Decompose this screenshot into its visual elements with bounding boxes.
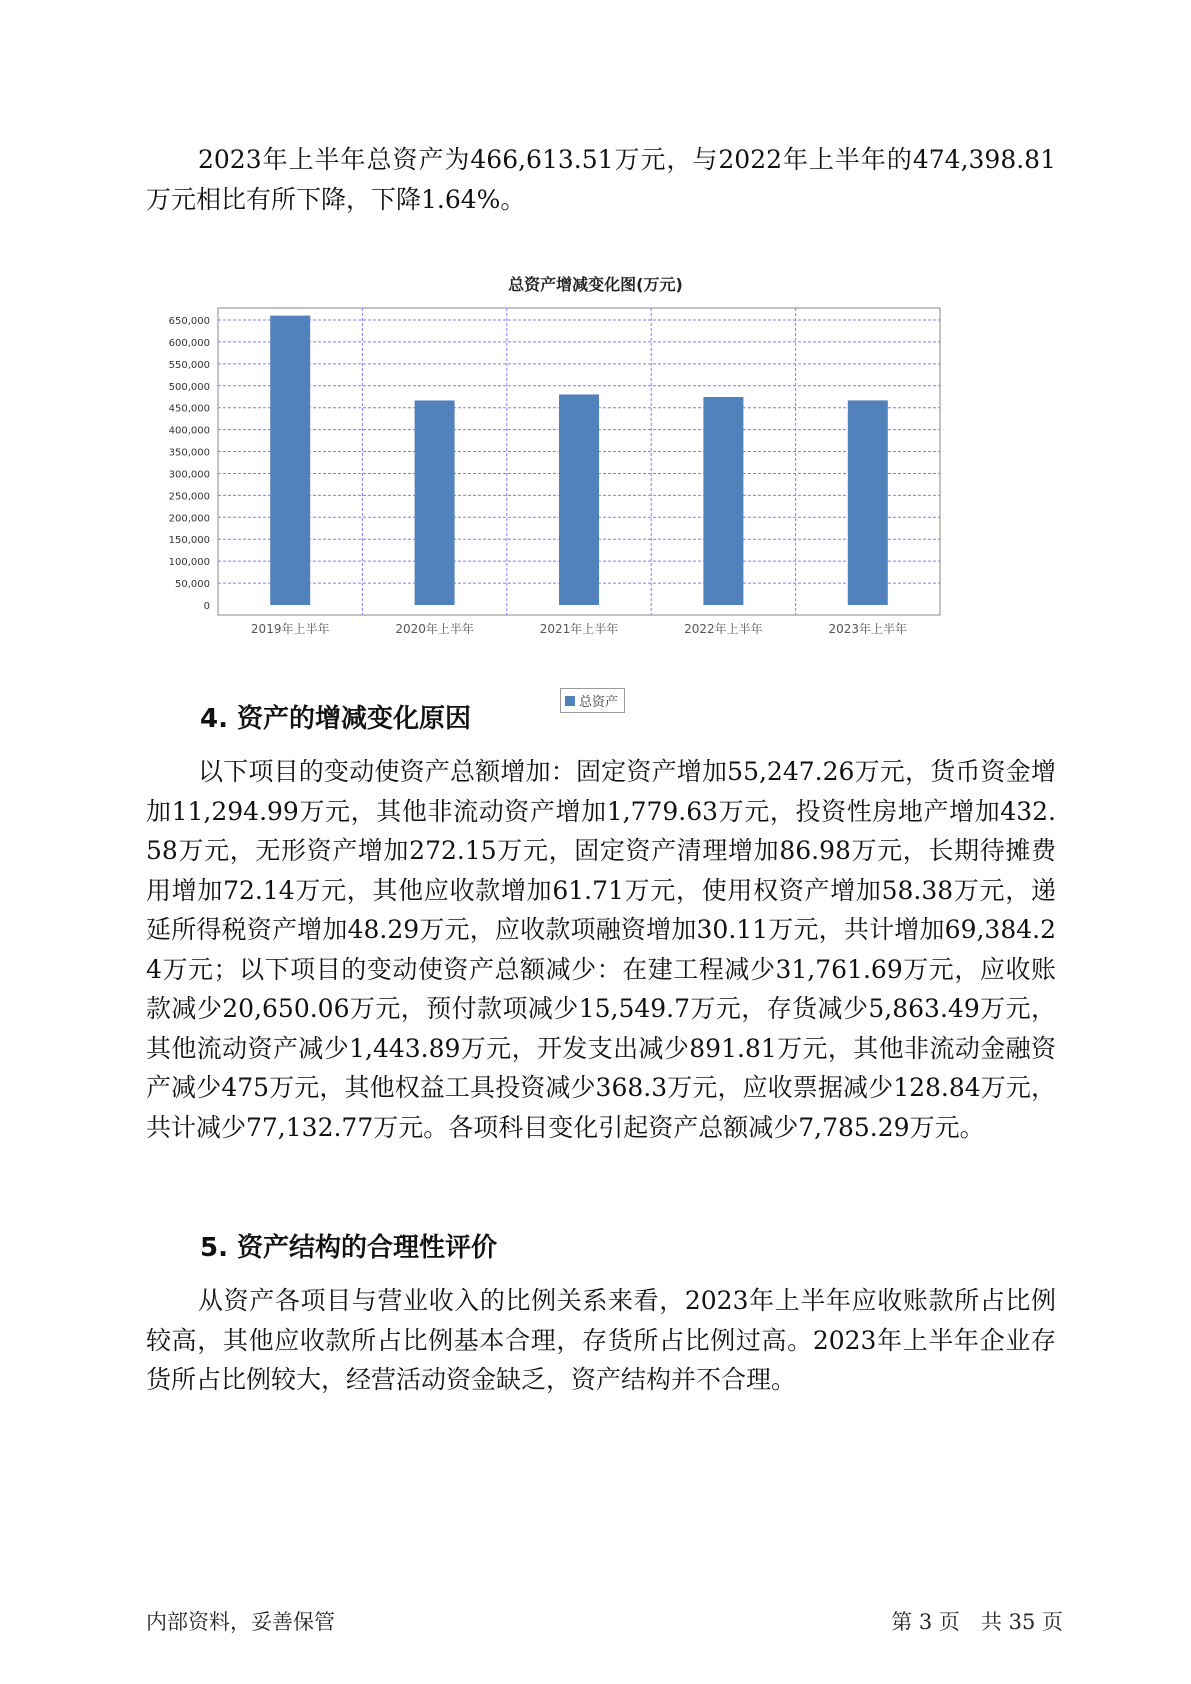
x-tick-label: 2022年上半年	[684, 622, 763, 636]
x-tick-label: 2019年上半年	[250, 622, 330, 636]
y-tick-label: 100,000	[168, 557, 210, 569]
y-tick-label: 500,000	[168, 381, 210, 393]
bar	[415, 400, 455, 605]
section-5-heading: 5. 资产结构的合理性评价	[200, 1233, 498, 1263]
legend-swatch	[565, 696, 575, 706]
x-tick-label: 2021年上半年	[539, 622, 619, 636]
intro-paragraph: 2023年上半年总资产为466,613.51万元，与2022年上半年的474,398.81万元相比有所下降，下降1.64%。	[146, 145, 1056, 214]
footer-note: 内部资料，妥善保管	[146, 1610, 335, 1634]
y-tick-label: 450,000	[168, 403, 210, 415]
bar	[270, 316, 310, 605]
bar	[559, 394, 599, 605]
section-4-body: 以下项目的变动使资产总额增加：固定资产增加55,247.26万元，货币资金增加11,294.99万元，其他非流动资产增加1,779.63万元，投资性房地产增加432.58万元，无形资产增加272.15万元，固定资产清理增加86.98万元，长期待摊费用增加72.14万元，其他应收款增加61.71万元，使用权资产增加58.38万元，递延所得税资产增加48.29万元，应收款项融资增加30.11万元，共计增加69,384.24万元；以下项目的变动使资产总额减少：在建工程减少31,761.69万元，应收账款减少20,650.06万元，预付款项减少15,549.7万元，存货减少5,863.49万元，其他流动资产减少1,443.89万元，开发支出减少891.81万元，其他非流动金融资产减少475万元，其他权益工具投资减少368.3万元，应收票据减少128.84万元，共计减少77,132.77万元。各项科目变化引起资产总额减少7,785.29万元。	[146, 757, 1056, 1142]
y-tick-label: 300,000	[168, 469, 210, 481]
section-5-body: 从资产各项目与营业收入的比例关系来看，2023年上半年应收账款所占比例较高，其他应收款所占比例基本合理，存货所占比例过高。2023年上半年企业存货所占比例较大，经营活动资金缺乏，资产结构并不合理。	[146, 1286, 1056, 1394]
section-4-heading: 4. 资产的增减变化原因	[200, 704, 472, 734]
legend-label: 总资产	[579, 695, 619, 710]
page-number: 第 3 页 共 35 页	[891, 1610, 1063, 1634]
y-tick-label: 350,000	[168, 447, 210, 459]
y-tick-label: 200,000	[168, 513, 210, 525]
y-tick-label: 600,000	[168, 337, 210, 349]
y-tick-label: 0	[203, 601, 210, 612]
y-tick-label: 250,000	[168, 491, 210, 503]
y-tick-label: 400,000	[168, 425, 210, 437]
x-tick-label: 2023年上半年	[828, 622, 908, 636]
bar	[848, 400, 888, 605]
y-tick-label: 650,000	[168, 316, 210, 327]
chart-legend	[560, 688, 625, 713]
x-tick-label: 2020年上半年	[395, 622, 474, 636]
y-tick-label: 150,000	[168, 535, 210, 547]
bar	[703, 397, 743, 605]
y-tick-label: 50,000	[175, 579, 210, 591]
y-tick-label: 550,000	[168, 359, 210, 371]
bar-chart	[140, 300, 950, 680]
chart-title: 总资产增减变化图(万元)	[508, 275, 683, 294]
